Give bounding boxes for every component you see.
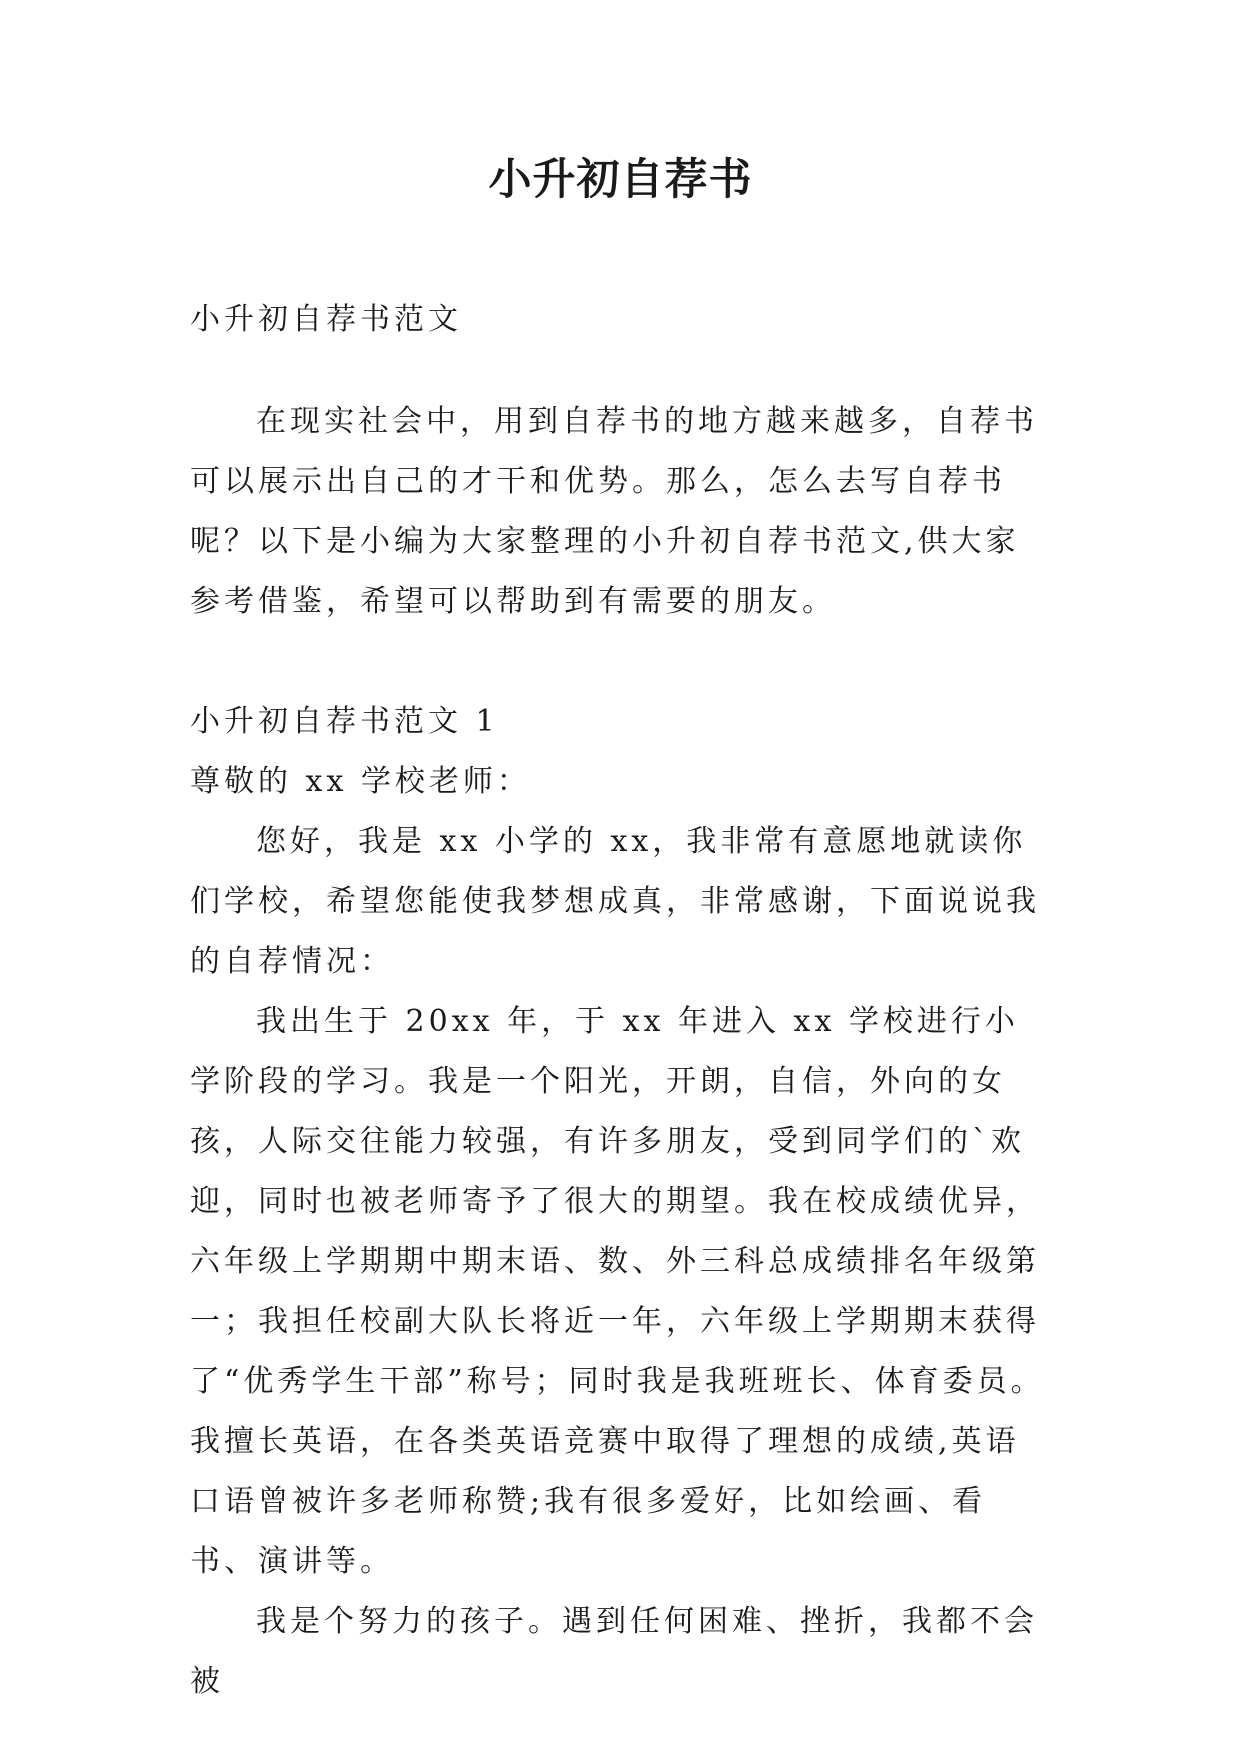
body-paragraph-background: 我出生于 20xx 年，于 xx 年进入 xx 学校进行小学阶段的学习。我是一个阳光，开朗，自信，外向的女孩，人际交往能力较强，有许多朋友，受到同学们的`欢迎，同时也被老师寄予了很大的期望。我在校成绩优异，六年级上学期期中期末语、数、外三科总成绩排名年级第一；我担任校副大队长将近一年，六年级上学期期末获得了“优秀学生干部”称号；同时我是我班班长、体育委员。我擅长英语，在各类英语竞赛中取得了理想的成绩,英语口语曾被许多老师称赞;我有很多爱好，比如绘画、看书、演讲等。 — [190, 1004, 1045, 1579]
body-paragraph-greeting: 您好，我是 xx 小学的 xx，我非常有意愿地就读你们学校，希望您能使我梦想成真，非常感谢，下面说说我的自荐情况： — [190, 824, 1040, 979]
letter-salutation: 尊敬的 xx 学校老师： — [190, 764, 531, 799]
body-paragraph-effort: 我是个努力的孩子。遇到任何困难、挫折，我都不会被 — [190, 1604, 1038, 1699]
document-title: 小升初自荐书 — [488, 155, 753, 205]
intro-paragraph: 在现实社会中，用到自荐书的地方越来越多，自荐书可以展示出自己的才干和优势。那么，怎么去写自荐书呢？以下是小编为大家整理的小升初自荐书范文,供大家参考借鉴，希望可以帮助到有需要的朋友。 — [190, 404, 1038, 619]
section-heading: 小升初自荐书范文 1 — [190, 704, 499, 739]
document-subtitle: 小升初自荐书范文 — [190, 302, 462, 337]
document-body — [190, 290, 1050, 1712]
